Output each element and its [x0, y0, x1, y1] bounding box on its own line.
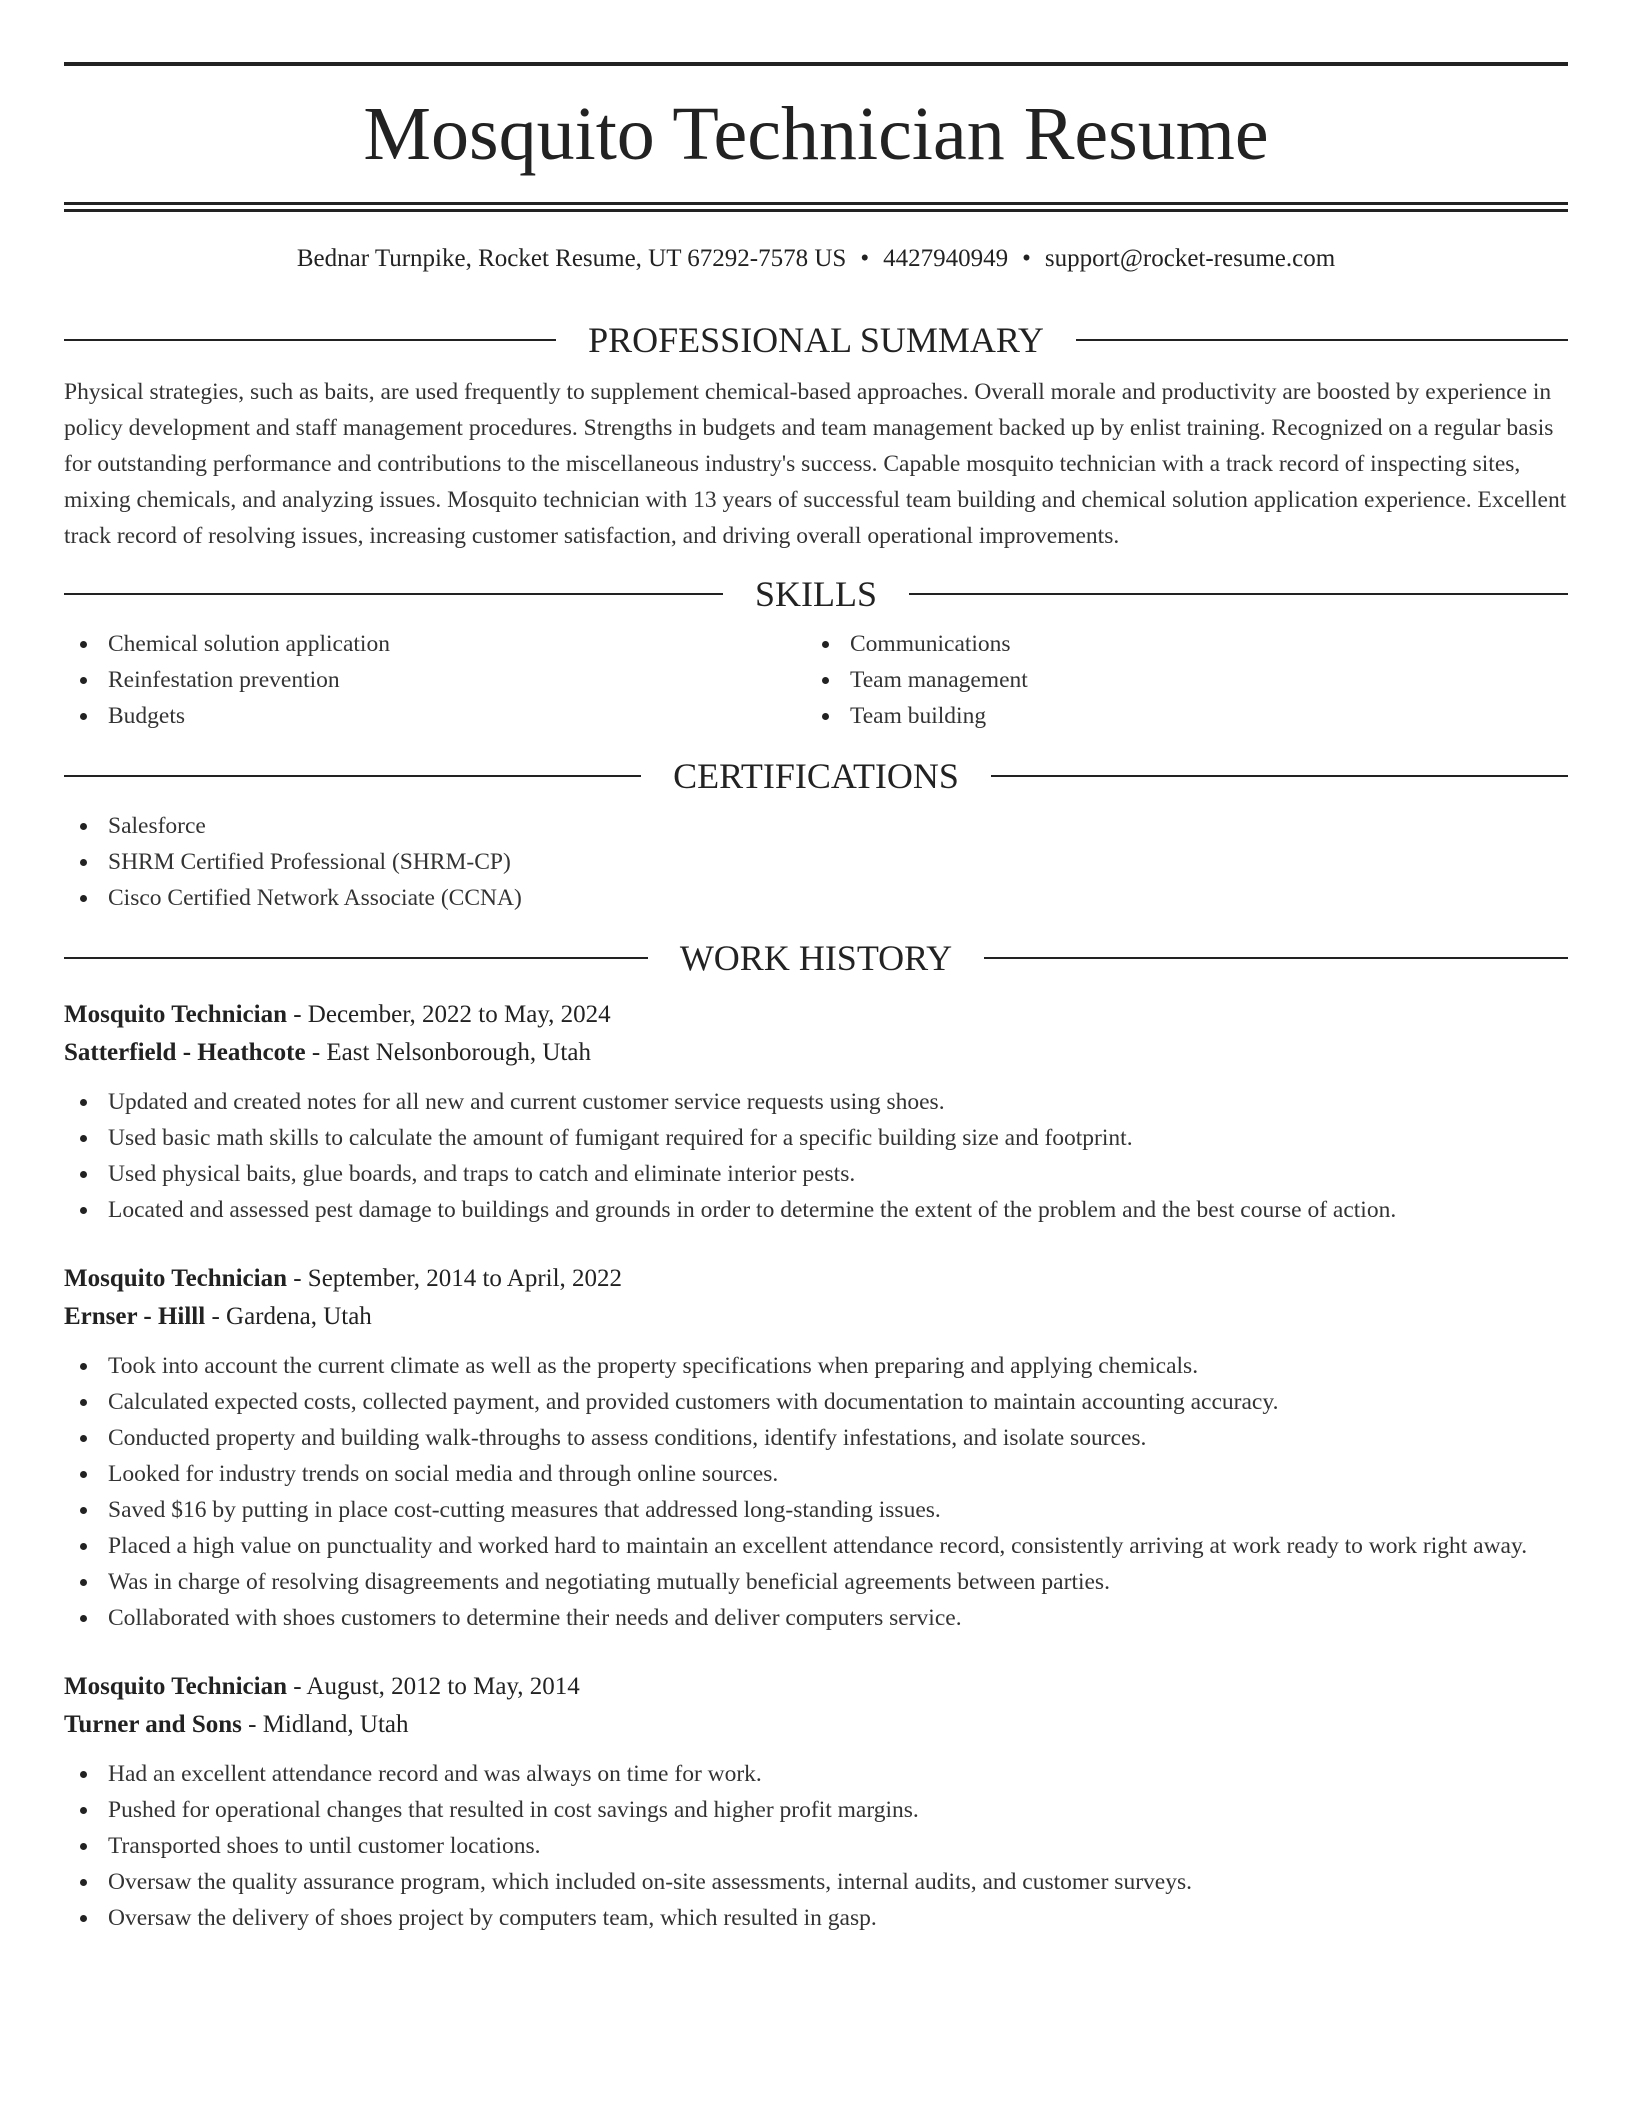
section-heading-work-history: [64, 940, 1568, 976]
contact-email: support@rocket-resume.com: [1044, 245, 1336, 272]
heading-rule: [64, 775, 641, 777]
skill-item: Team management: [806, 662, 1548, 698]
job-bullet: Took into account the current climate as well as the property specifications when preparing and applying chemicals.: [64, 1348, 1568, 1384]
title-double-rule: [64, 202, 1568, 212]
section-title: PROFESSIONAL SUMMARY: [588, 320, 1044, 360]
job-dates: - December, 2022 to May, 2024: [286, 1001, 611, 1028]
job-bullet: Located and assessed pest damage to buildings and grounds in order to determine the extent of the problem and the best course of action.: [64, 1192, 1568, 1228]
resume-title: Mosquito Technician Resume: [363, 92, 1269, 176]
skills-list: [64, 626, 1568, 734]
job-bullets: [64, 1348, 1568, 1636]
job-company-line: [64, 1706, 1568, 1744]
job-company: Ernser - Hilll: [64, 1303, 206, 1330]
heading-rule: [64, 957, 648, 959]
contact-separator: •: [1022, 245, 1031, 272]
job-company: Satterfield - Heathcote: [64, 1039, 306, 1066]
job-bullet: Used basic math skills to calculate the amount of fumigant required for a specific building size and footprint.: [64, 1120, 1568, 1156]
top-rule: [64, 62, 1568, 66]
section-heading-certifications: [64, 758, 1568, 794]
job-location: - Midland, Utah: [241, 1711, 409, 1738]
job-bullet: Placed a high value on punctuality and worked hard to maintain an excellent attendance record, consistently arriving at work ready to work right away.: [64, 1528, 1568, 1564]
job-title: Mosquito Technician: [64, 1265, 287, 1292]
certification-item: Salesforce: [64, 808, 1568, 844]
job-location: - East Nelsonborough, Utah: [305, 1039, 591, 1066]
job-bullet: Updated and created notes for all new and current customer service requests using shoes.: [64, 1084, 1568, 1120]
job-bullet: Conducted property and building walk-throughs to assess conditions, identify infestations, and isolate sources.: [64, 1420, 1568, 1456]
job-location: - Gardena, Utah: [205, 1303, 372, 1330]
job-entry: [64, 1668, 1568, 1936]
job-title: Mosquito Technician: [64, 1673, 287, 1700]
job-dates: - August, 2012 to May, 2014: [286, 1673, 580, 1700]
contact-separator: •: [860, 245, 870, 272]
job-bullet: Oversaw the delivery of shoes project by computers team, which resulted in gasp.: [64, 1900, 1568, 1936]
contact-address: Bednar Turnpike, Rocket Resume, UT 67292-7578 US: [296, 245, 847, 272]
skill-item: Communications: [806, 626, 1548, 662]
skill-item: Team building: [806, 698, 1548, 734]
job-title-line: [64, 1260, 1568, 1298]
job-dates: - September, 2014 to April, 2022: [286, 1265, 623, 1292]
summary-paragraph: Physical strategies, such as baits, are used frequently to supplement chemical-based approaches. Overall morale and productivity are boosted by experience in policy development and staff management procedures. Strengths in budgets and team management backed up by enlist training. Recognized on a regular basis for outstanding performance and contributions to the miscellaneous industry's success. Capable mosquito technician with a track record of inspecting sites, mixing chemicals, and analyzing issues. Mosquito technician with 13 years of successful team building and chemical solution application experience. Excellent track record of resolving issues, increasing customer satisfaction, and driving overall operational improvements.: [64, 379, 1567, 549]
contact-line: [64, 246, 1568, 272]
job-bullet: Collaborated with shoes customers to determine their needs and deliver computers service.: [64, 1600, 1568, 1636]
section-title: SKILLS: [755, 574, 878, 614]
job-bullet: Pushed for operational changes that resulted in cost savings and higher profit margins.: [64, 1792, 1568, 1828]
job-title-line: [64, 996, 1568, 1034]
job-bullet: Looked for industry trends on social media and through online sources.: [64, 1456, 1568, 1492]
skill-item: Reinfestation prevention: [64, 662, 806, 698]
heading-rule: [1076, 339, 1568, 341]
heading-rule: [909, 593, 1568, 595]
heading-rule: [64, 593, 723, 595]
job-entry: [64, 996, 1568, 1228]
job-bullet: Had an excellent attendance record and was always on time for work.: [64, 1756, 1568, 1792]
job-bullet: Used physical baits, glue boards, and traps to catch and eliminate interior pests.: [64, 1156, 1568, 1192]
job-company: Turner and Sons: [64, 1711, 242, 1738]
heading-rule: [64, 339, 556, 341]
job-bullet: Calculated expected costs, collected payment, and provided customers with documentation to maintain accounting accuracy.: [64, 1384, 1568, 1420]
skill-item: Budgets: [64, 698, 806, 734]
heading-rule: [991, 775, 1568, 777]
job-company-line: [64, 1298, 1568, 1336]
certifications-list: [64, 808, 1568, 916]
section-title: WORK HISTORY: [679, 938, 953, 978]
certification-item: Cisco Certified Network Associate (CCNA): [64, 880, 1568, 916]
job-bullet: Saved $16 by putting in place cost-cutting measures that addressed long-standing issues.: [64, 1492, 1568, 1528]
job-entry: [64, 1260, 1568, 1636]
job-bullet: Was in charge of resolving disagreements and negotiating mutually beneficial agreements between parties.: [64, 1564, 1568, 1600]
job-company-line: [64, 1034, 1568, 1072]
section-title: CERTIFICATIONS: [673, 756, 959, 796]
job-bullet: Transported shoes to until customer locations.: [64, 1828, 1568, 1864]
section-heading-skills: [64, 576, 1568, 612]
certification-item: SHRM Certified Professional (SHRM-CP): [64, 844, 1568, 880]
job-bullet: Oversaw the quality assurance program, which included on-site assessments, internal audits, and customer surveys.: [64, 1864, 1568, 1900]
job-bullets: [64, 1084, 1568, 1228]
heading-rule: [984, 957, 1568, 959]
job-title-line: [64, 1668, 1568, 1706]
skills-column-right: [806, 626, 1548, 734]
skills-column-left: [64, 626, 806, 734]
job-bullets: [64, 1756, 1568, 1936]
skill-item: Chemical solution application: [64, 626, 806, 662]
resume-page: [64, 0, 1568, 1936]
section-heading-summary: [64, 322, 1568, 358]
contact-phone: 4427940949: [883, 245, 1009, 272]
job-title: Mosquito Technician: [64, 1001, 287, 1028]
